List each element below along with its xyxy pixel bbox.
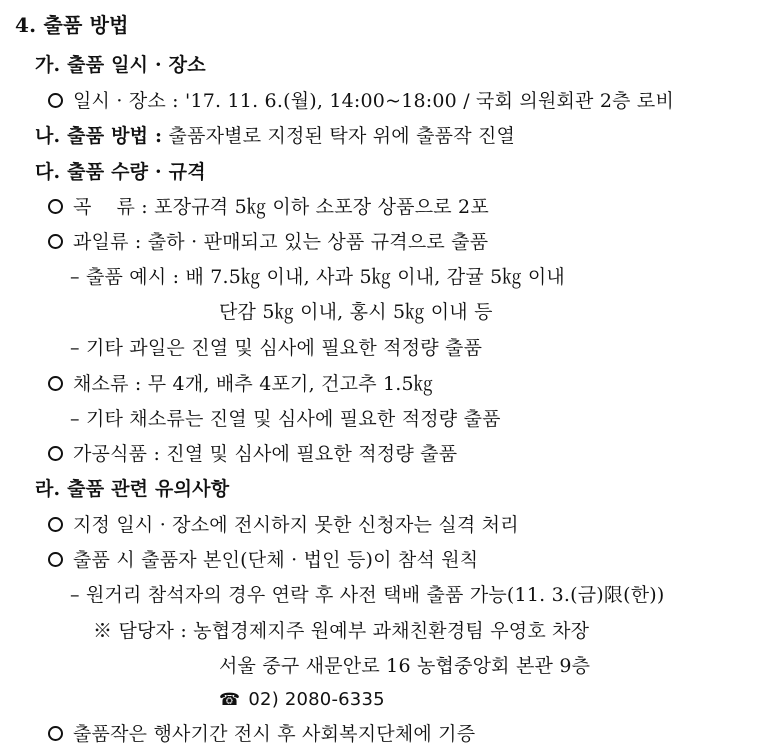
list-item-donation [48, 722, 475, 746]
phone-number: 02) 2080-6335 [248, 689, 385, 710]
list-item-disqualification [48, 513, 519, 537]
sub-item-fruit-example-cont: 단감 5㎏ 이내, 홍시 5㎏ 이내 등 [219, 301, 493, 323]
page-title: 4. 출품 방법 [15, 13, 129, 37]
circle-bullet-icon [48, 517, 63, 532]
list-item-fruit [48, 230, 488, 254]
list-item-attendance [48, 548, 478, 572]
list-item-text: 일시 · 장소 : '17. 11. 6.(월), 14:00~18:00 / 국회 의원회관 2층 로비 [73, 90, 675, 112]
list-item-vegetables [48, 372, 433, 396]
circle-bullet-icon [48, 93, 63, 108]
list-item-processed [48, 442, 457, 466]
section-ga-heading: 가. 출품 일시 · 장소 [35, 54, 206, 76]
list-item-text: 출품작은 행사기간 전시 후 사회복지단체에 기증 [73, 723, 476, 745]
circle-bullet-icon [48, 199, 63, 214]
list-item-schedule [48, 89, 674, 113]
circle-bullet-icon [48, 376, 63, 391]
circle-bullet-icon [48, 234, 63, 249]
list-item-grain [48, 195, 489, 219]
section-na-text: 출품자별로 지정된 탁자 위에 출품작 진열 [162, 125, 516, 147]
circle-bullet-icon [48, 726, 63, 741]
section-na-label: 나. 출품 방법 : [35, 125, 163, 147]
sub-item-delivery: – 원거리 참석자의 경우 연락 후 사전 택배 출품 가능(11. 3.(금)限(한)) [70, 584, 665, 606]
list-item-text: 지정 일시 · 장소에 전시하지 못한 신청자는 실격 처리 [73, 514, 519, 536]
section-da-heading: 다. 출품 수량 · 규격 [35, 161, 206, 183]
contact-address: 서울 중구 새문안로 16 농협중앙회 본관 9층 [219, 655, 591, 677]
sub-item-veg-other: – 기타 채소류는 진열 및 심사에 필요한 적정량 출품 [70, 408, 501, 430]
circle-bullet-icon [48, 446, 63, 461]
contact-phone [219, 688, 385, 712]
section-ra-heading: 라. 출품 관련 유의사항 [35, 478, 230, 500]
telephone-icon: ☎ [219, 690, 241, 710]
sub-item-fruit-other: – 기타 과일은 진열 및 심사에 필요한 적정량 출품 [70, 337, 483, 359]
section-na-heading [35, 124, 515, 148]
list-item-text: 곡 류 : 포장규격 5㎏ 이하 소포장 상품으로 2포 [73, 196, 489, 218]
list-item-text: 출품 시 출품자 본인(단체 · 법인 등)이 참석 원칙 [73, 549, 479, 571]
list-item-text: 과일류 : 출하 · 판매되고 있는 상품 규격으로 출품 [73, 231, 489, 253]
list-item-text: 가공식품 : 진열 및 심사에 필요한 적정량 출품 [73, 443, 458, 465]
list-item-text: 채소류 : 무 4개, 배추 4포기, 건고추 1.5㎏ [73, 373, 433, 395]
circle-bullet-icon [48, 552, 63, 567]
contact-person: ※ 담당자 : 농협경제지주 원예부 과채친환경팀 우영호 차장 [93, 620, 590, 642]
sub-item-fruit-example: – 출품 예시 : 배 7.5㎏ 이내, 사과 5㎏ 이내, 감귤 5㎏ 이내 [70, 266, 565, 288]
